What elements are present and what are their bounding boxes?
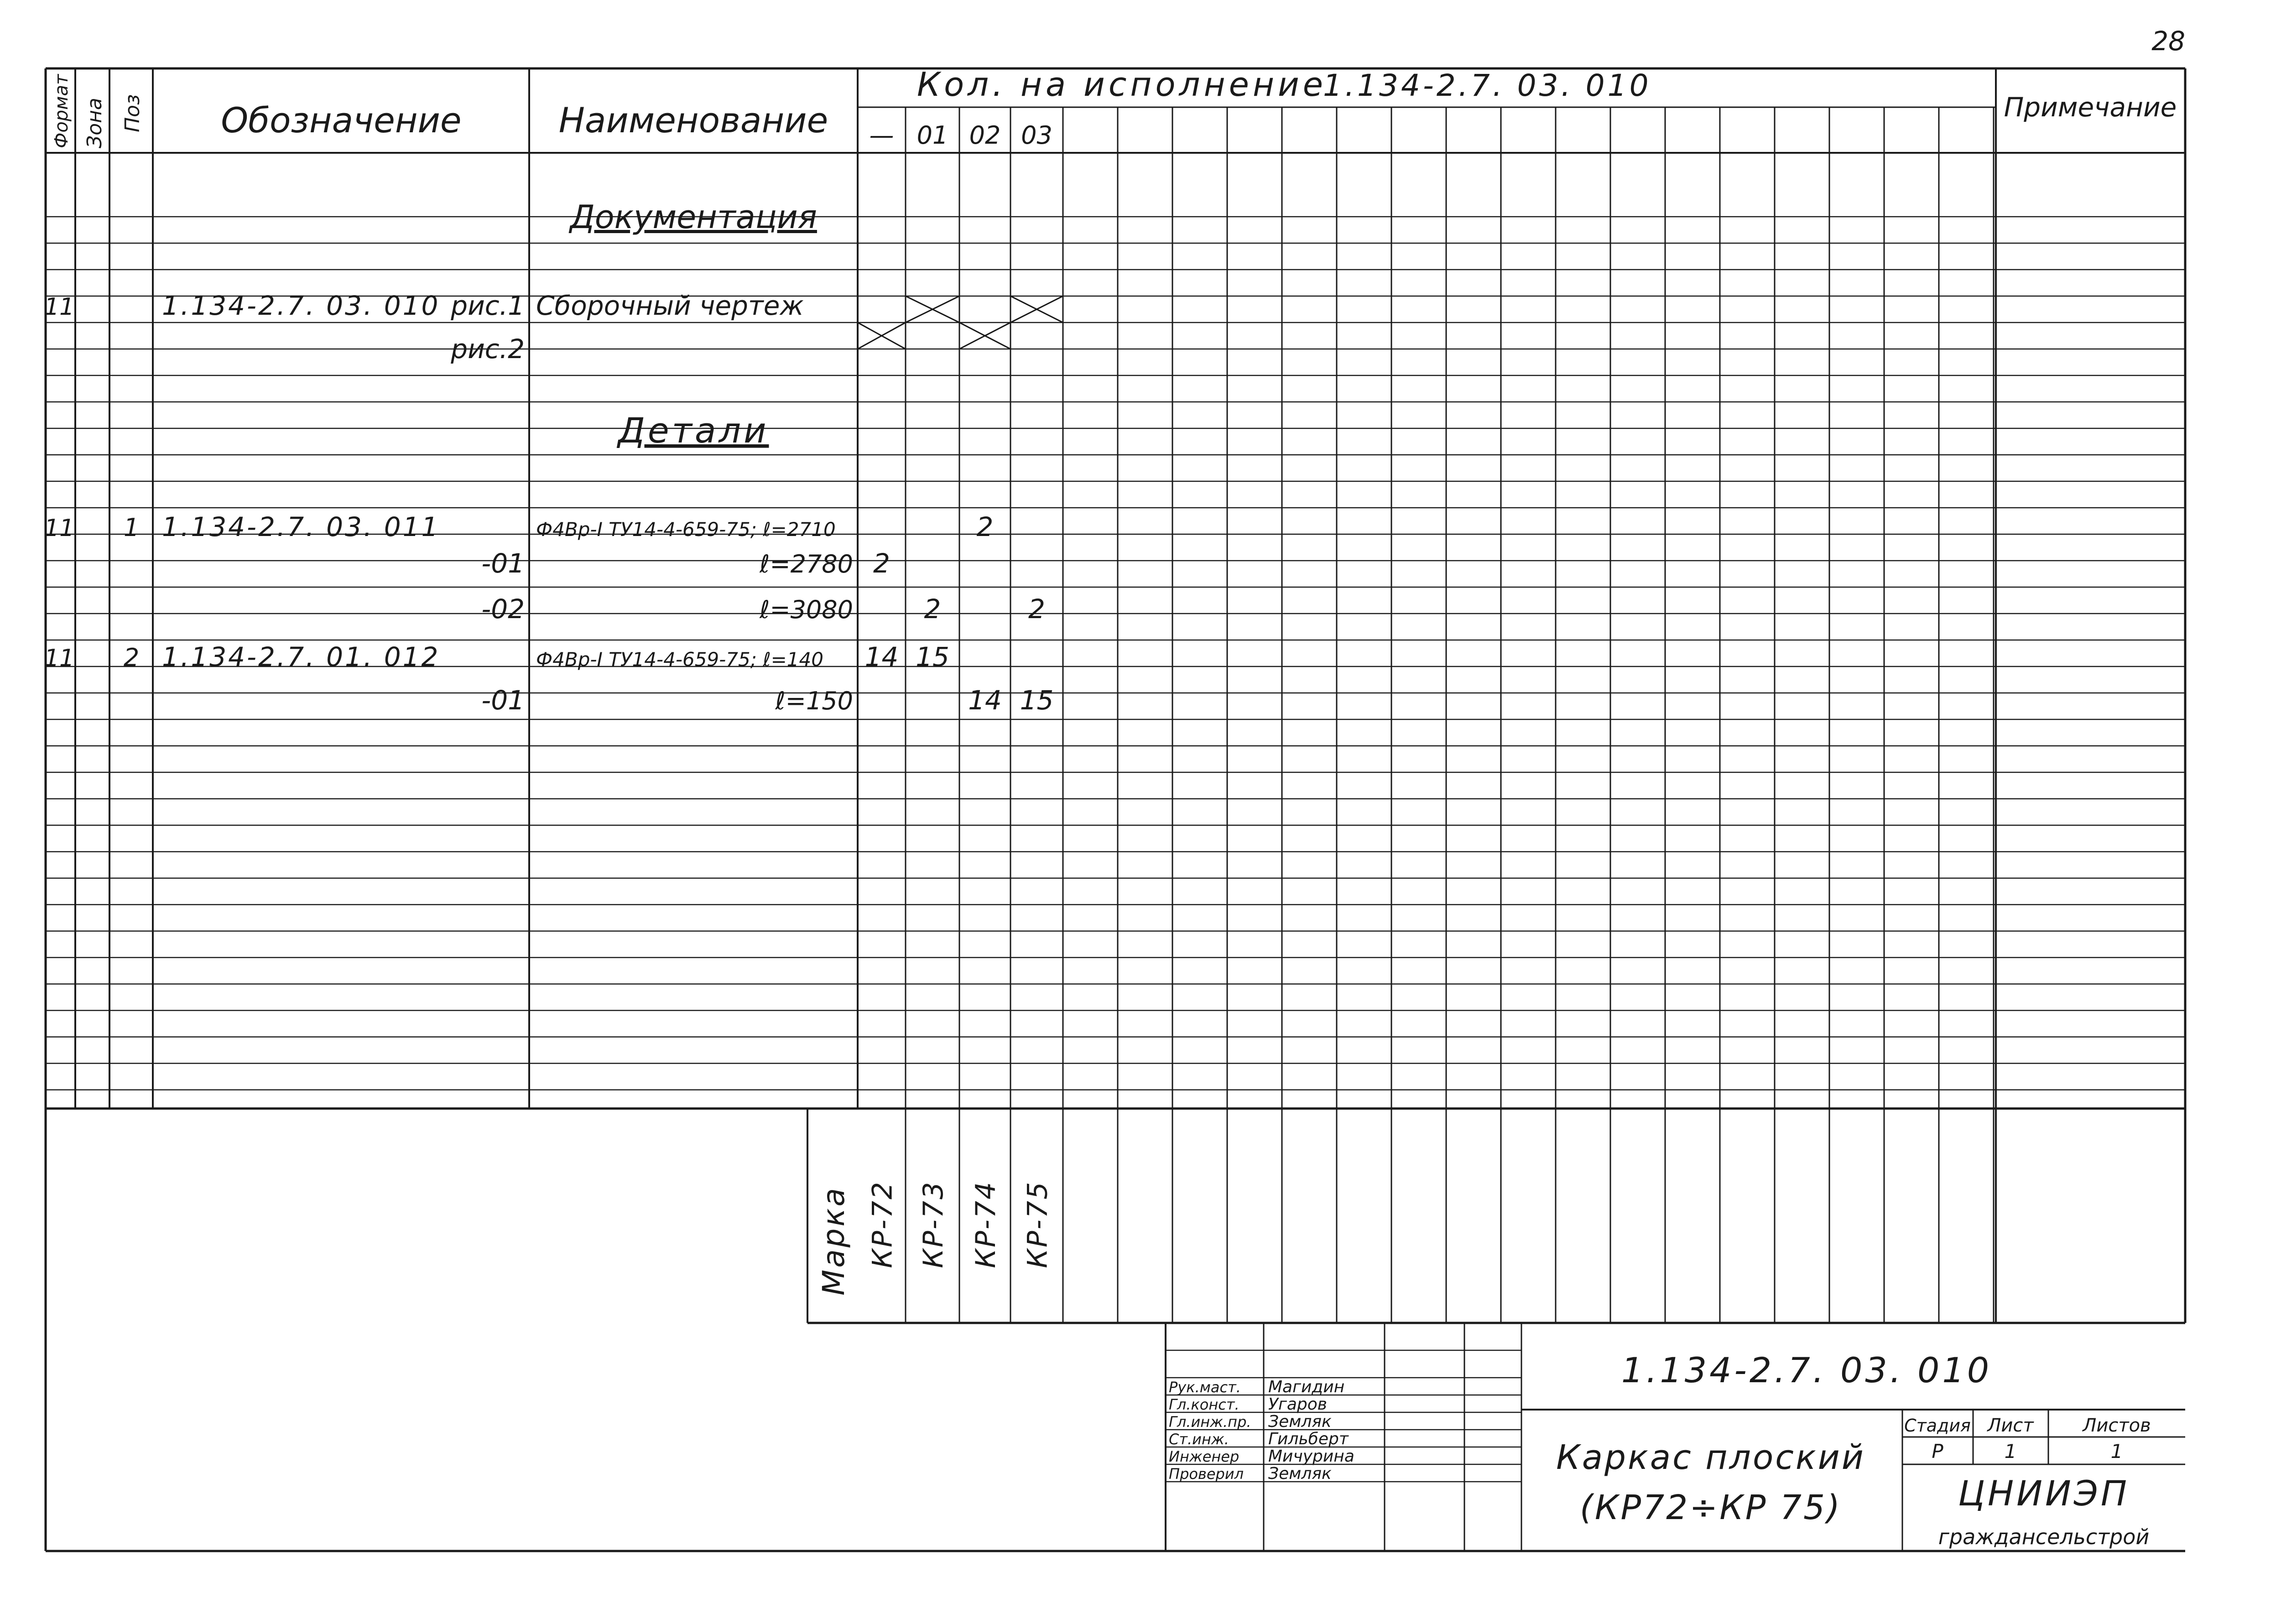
header-variant: 03 (1021, 121, 1052, 150)
header-variant: 02 (969, 121, 1001, 150)
section-parts: Детали (618, 410, 769, 451)
header-note: Примечание (2004, 92, 2177, 123)
header-variant: 01 (917, 121, 948, 150)
signature-name: Магидин (1268, 1378, 1345, 1396)
row-qty: 2 (976, 511, 994, 542)
row-name: Ф4Вр-I ТУ14-4-659-75; ℓ=2710 (536, 518, 836, 541)
row-qty: 15 (916, 641, 949, 672)
row-designation: 1.134-2.7. 01. 012 (162, 641, 440, 672)
header-zone: Зона (83, 98, 106, 148)
row-format: 11 (44, 293, 75, 321)
row-qty: 14 (968, 685, 1002, 716)
row-qty: 2 (1028, 593, 1045, 625)
row-designation: 1.134-2.7. 03. 010 (162, 290, 440, 321)
signature-role: Инженер (1169, 1448, 1239, 1465)
row-ref: -01 (481, 548, 525, 579)
stage-value: Р (1932, 1440, 1943, 1463)
header-name: Наименование (558, 100, 828, 141)
signature-role: Гл.конст. (1169, 1396, 1239, 1413)
signature-name: Угаров (1268, 1395, 1328, 1414)
row-ref: рис.1 (451, 290, 525, 321)
header-pos: Поз (121, 94, 144, 132)
row-name: ℓ=2780 (760, 550, 853, 578)
signature-name: Гильберт (1268, 1430, 1349, 1448)
section-documentation: Документация (570, 198, 817, 236)
sheet-value: 1 (2004, 1440, 2017, 1463)
row-name: Ф4Вр-I ТУ14-4-659-75; ℓ=140 (536, 648, 823, 671)
page-number: 28 (2151, 26, 2185, 57)
row-name: ℓ=150 (775, 687, 853, 715)
row-qty: 2 (873, 548, 890, 579)
marka-value: КР-74 (970, 1181, 1002, 1268)
sheets-label: Листов (2083, 1415, 2151, 1436)
signature-name: Земляк (1268, 1464, 1332, 1483)
marka-value: КР-72 (866, 1181, 899, 1268)
row-ref: рис.2 (451, 333, 525, 364)
marka-value: КР-75 (1021, 1181, 1054, 1268)
header-qty-title: Кол. на исполнение (917, 65, 1327, 104)
title-line2: (КР72÷КР 75) (1580, 1488, 1842, 1527)
stage-label: Стадия (1904, 1416, 1971, 1436)
row-qty: 14 (864, 641, 899, 672)
header-format: Формат (51, 74, 72, 148)
signature-role: Рук.маст. (1169, 1379, 1241, 1396)
row-format: 11 (44, 645, 75, 672)
row-ref: -02 (481, 593, 525, 625)
sheet-label: Лист (1987, 1415, 2034, 1436)
row-name: ℓ=3080 (760, 595, 853, 624)
org-name: ЦНИИЭП (1958, 1473, 2130, 1514)
row-name: Сборочный чертеж (536, 290, 804, 321)
row-pos: 1 (123, 513, 140, 542)
row-pos: 2 (123, 643, 140, 672)
header-variant: — (869, 121, 894, 150)
row-qty: 2 (924, 593, 941, 625)
signature-role: Проверил (1169, 1465, 1244, 1483)
signature-name: Мичурина (1268, 1447, 1354, 1466)
row-ref: -01 (481, 685, 525, 716)
sheets-value: 1 (2110, 1440, 2123, 1463)
row-qty: 15 (1020, 685, 1054, 716)
header-designation: Обозначение (221, 100, 462, 141)
org-subtitle: граждансельстрой (1938, 1525, 2150, 1549)
title-line1: Каркас плоский (1556, 1438, 1865, 1477)
header-qty-doc: 1.134-2.7. 03. 010 (1323, 68, 1651, 103)
marka-value: КР-73 (917, 1181, 949, 1268)
row-designation: 1.134-2.7. 03. 011 (162, 511, 440, 542)
signature-name: Земляк (1268, 1412, 1332, 1431)
signature-role: Гл.инж.пр. (1169, 1413, 1251, 1431)
signature-role: Ст.инж. (1169, 1431, 1229, 1448)
row-format: 11 (44, 515, 75, 542)
marka-label: Марка (816, 1186, 851, 1296)
doc-number: 1.134-2.7. 03. 010 (1621, 1350, 1992, 1390)
